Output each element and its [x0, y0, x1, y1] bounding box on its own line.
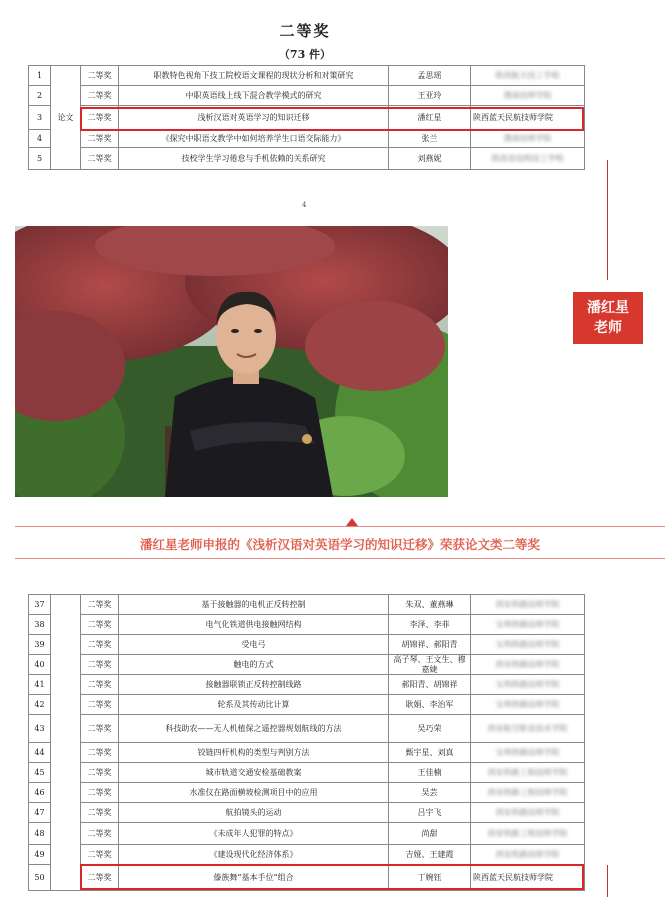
badge-title: 老师: [594, 320, 622, 336]
organization: [471, 615, 585, 635]
author-name: 尚甜: [389, 823, 471, 845]
table-row: [29, 148, 585, 170]
work-title: 水准仪在路面横坡检测项目中的应用: [119, 783, 389, 803]
work-title: 浅析汉语对英语学习的知识迁移: [119, 106, 389, 130]
award-level: 二等奖: [81, 715, 119, 743]
work-title: 职教特色视角下技工院校语文课程的现状分析和对策研究: [119, 66, 389, 86]
organization: 陕西蓝天民航技师学院: [471, 106, 585, 130]
row-number: 2: [29, 86, 51, 106]
author-name: 李泽、李菲: [389, 615, 471, 635]
organization: [471, 803, 585, 823]
award-level: 二等奖: [81, 823, 119, 845]
table-row: [29, 675, 585, 695]
author-name: 潘红星: [389, 106, 471, 130]
row-number: 39: [29, 635, 51, 655]
work-title: 傣族舞“基本手位”组合: [119, 865, 389, 891]
work-title: 触电的方式: [119, 655, 389, 675]
organization-text: 宝鸡铁路技师学院: [495, 747, 560, 757]
table-row: [29, 595, 585, 615]
category-cell: [51, 595, 81, 891]
author-name: 丁婉钰: [389, 865, 471, 891]
work-title: 受电弓: [119, 635, 389, 655]
award-caption: 潘红星老师申报的《浅析汉语对英语学习的知识迁移》荣获论文类二等奖: [139, 537, 540, 552]
award-level: 二等奖: [81, 615, 119, 635]
organization: [471, 86, 585, 106]
organization-text: 宝鸡铁路技师学院: [495, 619, 560, 629]
author-name: 吉娅、王建霞: [389, 845, 471, 865]
author-name: 高子琴、王文生、穆嘉婕: [389, 655, 471, 675]
author-name: 胡锦祥、郝阳青: [389, 635, 471, 655]
organization-text: 西安铁路技师学院: [495, 807, 560, 817]
award-title: 二等奖: [279, 22, 331, 40]
organization: [471, 66, 585, 86]
caption-divider-bottom: [15, 558, 665, 559]
award-level: 二等奖: [81, 635, 119, 655]
row-number: 1: [29, 66, 51, 86]
table-row: [29, 743, 585, 763]
award-count: （73 件）: [278, 48, 332, 61]
row-number: 42: [29, 695, 51, 715]
table-row: [29, 130, 585, 148]
row-number: 44: [29, 743, 51, 763]
award-level: 二等奖: [81, 695, 119, 715]
badge-name: 潘红星: [587, 300, 629, 316]
row-number: 40: [29, 655, 51, 675]
row-number: 4: [29, 130, 51, 148]
organization-text: 渭南技师学院: [503, 90, 552, 100]
caption-pointer: [346, 518, 358, 526]
work-title: 技校学生学习倦怠与手机依赖的关系研究: [119, 148, 389, 170]
table-row: [29, 615, 585, 635]
row-number: 45: [29, 763, 51, 783]
organization: [471, 595, 585, 615]
work-title: 铰链四杆机构的类型与判别方法: [119, 743, 389, 763]
organization-text: 西安航空职业技术学院: [487, 723, 568, 733]
row-number: 47: [29, 803, 51, 823]
organization: [471, 783, 585, 803]
award-level: 二等奖: [81, 66, 119, 86]
author-name: 张兰: [389, 130, 471, 148]
award-table-bottom: [28, 594, 585, 891]
organization-text: 西安铁路技师学院: [495, 659, 560, 669]
organization: [471, 655, 585, 675]
award-level: 二等奖: [81, 845, 119, 865]
row-number: 49: [29, 845, 51, 865]
award-level: 二等奖: [81, 106, 119, 130]
award-level: 二等奖: [81, 675, 119, 695]
award-level: 二等奖: [81, 148, 119, 170]
teacher-name-badge: [573, 292, 643, 344]
organization: [471, 695, 585, 715]
table-row: [29, 715, 585, 743]
author-name: 吕宇飞: [389, 803, 471, 823]
table-row: [29, 803, 585, 823]
organization-text: 西安铁路技师学院: [495, 599, 560, 609]
row-number: 41: [29, 675, 51, 695]
organization: [471, 715, 585, 743]
table-row: [29, 763, 585, 783]
row-number: 37: [29, 595, 51, 615]
author-name: 吴芸: [389, 783, 471, 803]
work-title: 中职英语线上线下混合教学模式的研究: [119, 86, 389, 106]
award-level: 二等奖: [81, 865, 119, 891]
table-row: [29, 845, 585, 865]
author-name: 耿娟、李治军: [389, 695, 471, 715]
work-title: 《未成年人犯罪的特点》: [119, 823, 389, 845]
award-level: 二等奖: [81, 86, 119, 106]
author-name: 甄宇星、刘真: [389, 743, 471, 763]
award-level: 二等奖: [81, 130, 119, 148]
organization-text: 宝鸡铁路技师学院: [495, 679, 560, 689]
author-name: 郝阳青、胡锦祥: [389, 675, 471, 695]
work-title: 接触器联锁正反转控制线路: [119, 675, 389, 695]
row-number: 43: [29, 715, 51, 743]
award-level: 二等奖: [81, 655, 119, 675]
organization-text: 宝鸡铁路技师学院: [495, 699, 560, 709]
table-row: [29, 783, 585, 803]
award-level: 二等奖: [81, 783, 119, 803]
organization-text: 西安铁路工程技师学院: [487, 787, 568, 797]
work-title: 轮系及其传动比计算: [119, 695, 389, 715]
category-cell: 论文: [51, 66, 81, 170]
row-number: 48: [29, 823, 51, 845]
organization: [471, 823, 585, 845]
table-row: [29, 695, 585, 715]
row-number: 38: [29, 615, 51, 635]
work-title: 基于接触器的电机正反转控制: [119, 595, 389, 615]
table-row: [29, 823, 585, 845]
organization-text: 西安铁路工程技师学院: [487, 767, 568, 777]
organization: [471, 845, 585, 865]
row-number: 5: [29, 148, 51, 170]
highlight-row-50: [80, 864, 584, 890]
author-name: 孟思瑶: [389, 66, 471, 86]
organization: [471, 148, 585, 170]
award-level: 二等奖: [81, 763, 119, 783]
row-number: 50: [29, 865, 51, 891]
award-document-top: [0, 0, 665, 222]
work-title: 《探究中职语文教学中如何培养学生口语交际能力》: [119, 130, 389, 148]
work-title: 航拍镜头的运动: [119, 803, 389, 823]
organization-text: 宝鸡铁路技师学院: [495, 639, 560, 649]
organization-text: 西安铁路工程技师学院: [487, 828, 568, 838]
organization: 陕西蓝天民航技师学院: [471, 865, 585, 891]
row-number: 3: [29, 106, 51, 130]
table-row: [29, 655, 585, 675]
author-name: 王亚玲: [389, 86, 471, 106]
row-number: 46: [29, 783, 51, 803]
work-title: 电气化铁道供电接触网结构: [119, 615, 389, 635]
caption-divider-top: [15, 526, 665, 527]
table-row: [29, 86, 585, 106]
organization-text: 陕西省技师技工学校: [491, 153, 564, 163]
work-title: 《建设现代化经济体系》: [119, 845, 389, 865]
organization-text: 陕西航天技工学校: [495, 70, 560, 80]
table-row: [29, 66, 585, 86]
author-name: 吴巧荣: [389, 715, 471, 743]
teacher-photo: [15, 226, 448, 497]
organization: [471, 130, 585, 148]
organization: [471, 635, 585, 655]
award-level: 二等奖: [81, 595, 119, 615]
work-title: 城市轨道交通安检基础教案: [119, 763, 389, 783]
author-name: 刘燕妮: [389, 148, 471, 170]
highlight-row-3: [80, 107, 584, 131]
organization: [471, 743, 585, 763]
author-name: 朱双、董燕琳: [389, 595, 471, 615]
organization: [471, 763, 585, 783]
work-title: 科技助农——无人机植保之遥控器规划航线的方法: [119, 715, 389, 743]
badge-connector-bottom: [607, 865, 608, 897]
organization-text: 西安铁路技师学院: [495, 849, 560, 859]
award-level: 二等奖: [81, 803, 119, 823]
award-level: 二等奖: [81, 743, 119, 763]
organization: [471, 675, 585, 695]
badge-connector-top: [607, 160, 608, 280]
table-row: [29, 635, 585, 655]
page-number: 4: [302, 201, 307, 209]
organization-text: 渭南技师学院: [503, 133, 552, 143]
author-name: 王佳楠: [389, 763, 471, 783]
